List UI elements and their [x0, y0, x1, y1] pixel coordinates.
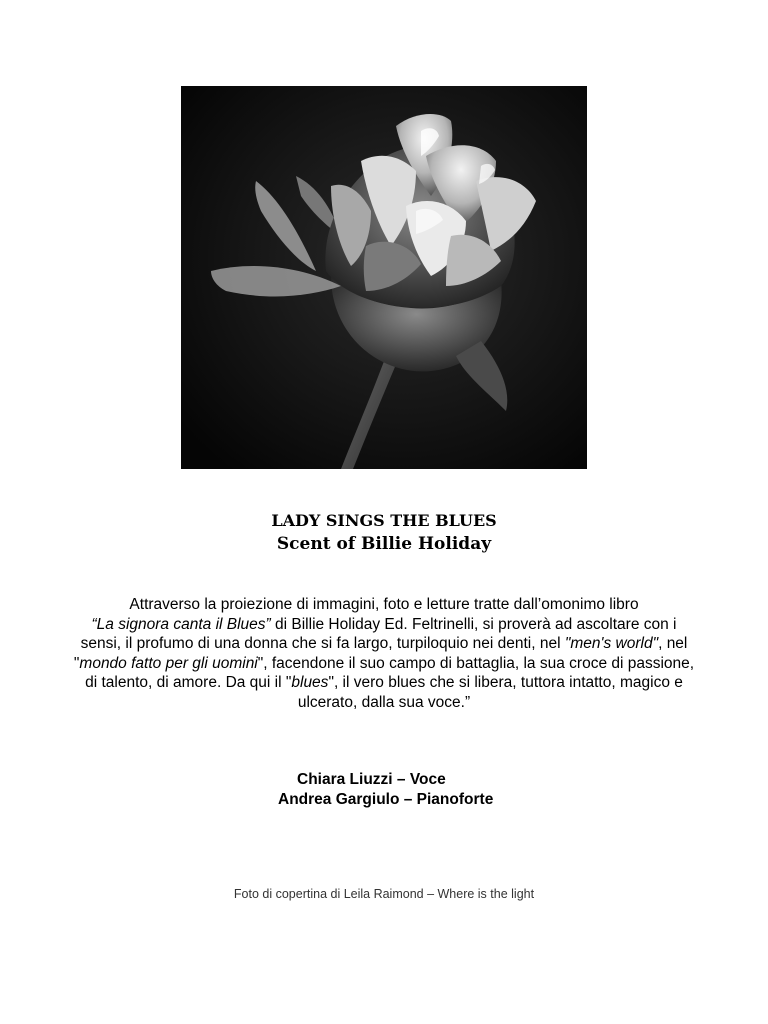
description-paragraph: [70, 595, 698, 712]
credit-piano: Andrea Gargiulo – Pianoforte: [278, 791, 494, 808]
credit-voice: Chiara Liuzzi – Voce: [297, 771, 446, 788]
description-text-4: ", facendone il suo campo di battaglia, la sua croce di passione, di talento, di amore. Da qui il ": [85, 654, 695, 691]
cover-photo: [181, 86, 587, 469]
book-title: “La signora canta il Blues”: [91, 615, 271, 633]
page-title: LADY SINGS THE BLUES: [271, 511, 497, 530]
photo-credit: Foto di copertina di Leila Raimond – Where is the light: [233, 887, 535, 901]
description-text-5: ", il vero blues che si libera, tuttora intatto, magico e ulcerato, dalla sua voce.”: [297, 674, 683, 711]
peony-flower-photo-icon: [181, 86, 587, 469]
description-text-1: Attraverso la proiezione di immagini, foto e letture tratte dall’omonimo libro: [129, 596, 639, 613]
description-text-3: , nel ": [73, 635, 688, 672]
description-text-2: di Billie Holiday Ed. Feltrinelli, si proverà ad ascoltare con i sensi, il profumo di una donna che si fa largo, turpiloquio nei denti, nel: [80, 615, 677, 652]
quote-mens-world: "men's world": [564, 635, 659, 652]
quote-blues: blues: [291, 674, 329, 691]
page-subtitle: Scent of Billie Holiday: [276, 534, 492, 554]
quote-mondo-fatto: mondo fatto per gli uomini: [79, 654, 258, 672]
